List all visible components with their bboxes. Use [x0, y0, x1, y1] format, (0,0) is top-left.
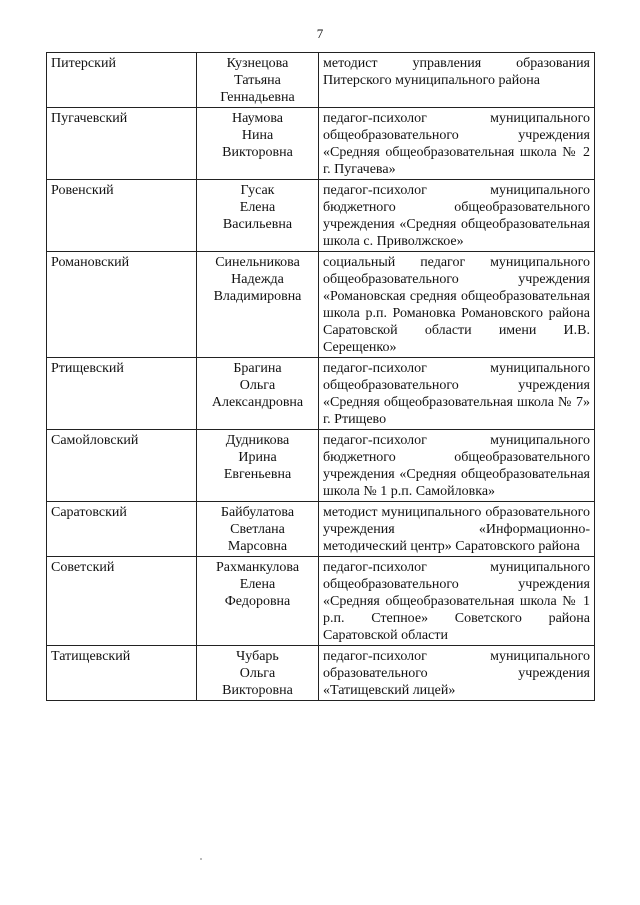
surname: Наумова — [232, 111, 283, 126]
district-cell: Романовский — [47, 252, 197, 358]
position-cell: социальный педагог муниципального общеобразовательного учреждения «Романовская средняя общеобразовательная школа р.п. Романовка Романовского района Саратовской области имени И.В. Серещенко» — [319, 252, 595, 358]
district-cell: Саратовский — [47, 502, 197, 557]
position-cell: педагог-психолог муниципального бюджетного общеобразовательного учреждения «Средняя общеобразовательная школа с. Приволжское» — [319, 180, 595, 252]
first-name: Ирина — [238, 450, 277, 465]
first-name: Ольга — [239, 378, 276, 393]
name-cell — [197, 358, 319, 430]
position-cell: педагог-психолог муниципального бюджетного общеобразовательного учреждения «Средняя общеобразовательная школа № 1 р.п. Самойловка» — [319, 430, 595, 502]
table-row — [47, 108, 595, 180]
surname: Кузнецова — [226, 56, 289, 71]
table-row — [47, 502, 595, 557]
patronymic: Федоровна — [224, 594, 291, 609]
table-row — [47, 180, 595, 252]
position-cell: педагог-психолог муниципального общеобразовательного учреждения «Средняя общеобразовательная школа № 7» г. Ртищево — [319, 358, 595, 430]
district-cell: Самойловский — [47, 430, 197, 502]
patronymic: Геннадьевна — [220, 90, 295, 105]
first-name: Надежда — [231, 272, 284, 287]
patronymic: Васильевна — [222, 217, 293, 232]
patronymic: Евгеньевна — [223, 467, 292, 482]
table-row — [47, 252, 595, 358]
position-cell: методист управления образования Питерского муниципального района — [319, 53, 595, 108]
name-cell — [197, 252, 319, 358]
first-name: Елена — [239, 200, 276, 215]
table-row — [47, 557, 595, 646]
table-row — [47, 430, 595, 502]
first-name: Светлана — [230, 522, 285, 537]
district-cell: Советский — [47, 557, 197, 646]
first-name: Елена — [239, 577, 276, 592]
district-cell: Ровенский — [47, 180, 197, 252]
position-cell: методист муниципального образовательного учреждения «Информационно-методический центр» Саратовского района — [319, 502, 595, 557]
first-name: Нина — [241, 128, 274, 143]
patronymic: Александровна — [211, 395, 304, 410]
name-cell — [197, 646, 319, 701]
district-cell: Питерский — [47, 53, 197, 108]
patronymic: Викторовна — [222, 683, 293, 698]
position-cell: педагог-психолог муниципального образовательного учреждения «Татищевский лицей» — [319, 646, 595, 701]
patronymic: Владимировна — [213, 289, 302, 304]
district-cell: Татищевский — [47, 646, 197, 701]
scan-speck — [200, 858, 202, 860]
surname: Синельникова — [215, 255, 300, 270]
position-cell: педагог-психолог муниципального общеобразовательного учреждения «Средняя общеобразовательная школа № 2 г. Пугачева» — [319, 108, 595, 180]
patronymic: Марсовна — [227, 539, 288, 554]
first-name: Ольга — [239, 666, 276, 681]
table-row — [47, 358, 595, 430]
surname: Рахманкулова — [215, 560, 300, 575]
roster-table — [46, 52, 595, 701]
name-cell — [197, 180, 319, 252]
position-cell: педагог-психолог муниципального общеобразовательного учреждения «Средняя общеобразовательная школа № 1 р.п. Степное» Советского района Саратовской области — [319, 557, 595, 646]
table-row — [47, 646, 595, 701]
surname: Дудникова — [225, 433, 290, 448]
name-cell — [197, 502, 319, 557]
patronymic: Викторовна — [222, 145, 293, 160]
name-cell — [197, 108, 319, 180]
name-cell — [197, 557, 319, 646]
surname: Байбулатова — [220, 505, 295, 520]
page-number: 7 — [316, 26, 324, 41]
surname: Брагина — [233, 361, 282, 376]
table-row — [47, 53, 595, 108]
district-cell: Пугачевский — [47, 108, 197, 180]
name-cell — [197, 430, 319, 502]
district-cell: Ртищевский — [47, 358, 197, 430]
surname: Чубарь — [236, 649, 279, 664]
first-name: Татьяна — [234, 73, 281, 88]
name-cell — [197, 53, 319, 108]
surname: Гусак — [240, 183, 275, 198]
